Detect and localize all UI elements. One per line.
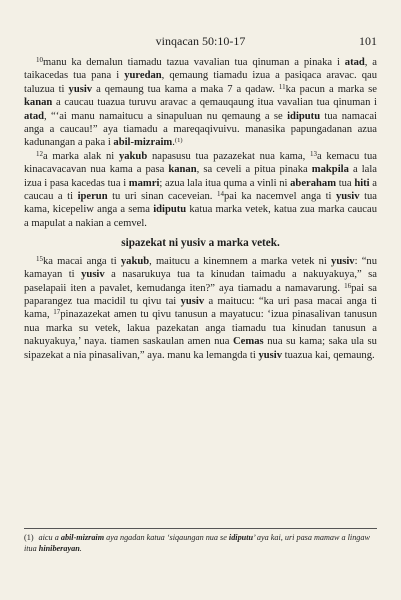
footnotes [24, 528, 377, 554]
footnote-text: ’ aya kai, uri pasa mamaw a lingaw itua [24, 533, 370, 553]
text-run: ; azua lala itua quma a vinli ni [159, 177, 291, 189]
text-run: : “nu kamayan ti [24, 255, 377, 281]
proper-noun: yusiv [68, 83, 93, 95]
verse-number: 13 [309, 149, 317, 158]
proper-noun: makpila [311, 164, 349, 176]
proper-noun: hiti [354, 177, 370, 189]
footnote [24, 532, 377, 554]
section-heading: sipazekat ni yusiv a marka vetek. [121, 237, 280, 250]
proper-noun: hiniberayan [38, 544, 80, 553]
text-run: katua marka vetek, katua zua marka caucau a mapulat a nakian a cemvel. [24, 204, 377, 229]
proper-noun: yusiv [258, 349, 283, 361]
text-run: a maitucu: “ka uri pasa macai anga ti kama, [24, 295, 377, 321]
page-number: 101 [359, 34, 377, 48]
proper-noun: yuredan [124, 70, 162, 82]
text-run: ka pacun a marka se [285, 83, 378, 95]
text-run: pinazazekat amen tu qivu tanusun a mayatucu: ‘izua pinasalivan tanusun nua marka su vetek, lakua pazekatan anga tiamadu tua kinudan tanusun a nakuyakuya,’ naya. tiamen saskaulan amen nua [24, 309, 377, 348]
proper-noun: yakub [118, 150, 148, 162]
proper-noun: atad [24, 110, 45, 122]
text-run: tuazua kai, qemaung. [282, 349, 375, 361]
verse-number: 14 [216, 190, 224, 199]
text-run: tua [336, 177, 355, 189]
verse-number: 11 [278, 82, 286, 91]
proper-noun: aberaham [290, 177, 337, 189]
proper-noun: kanan [24, 97, 53, 109]
text-run: a qemaung tua kama a maka 7 a qadaw. [92, 83, 279, 95]
text-run: . [172, 137, 175, 149]
proper-noun: yakub [120, 255, 150, 267]
text-run: a kemacu tua kinacavacavan nua kama a pasa [24, 150, 377, 176]
footnote-text: aicu a [38, 533, 61, 542]
footnote-label: (1) [24, 533, 34, 542]
paragraph [24, 255, 377, 362]
footnote-text: aya ngadan katua ‘siqaungan nua se [104, 533, 229, 542]
text-run: , qemaung tiamadu izua a pasiqaca aravac. qau taluzua ti [24, 70, 377, 95]
footnote-marker: (1) [174, 137, 183, 145]
text-run: , sa ceveli a pitua pinaka [196, 164, 312, 176]
proper-noun: yusiv [180, 295, 205, 307]
verse-number: 16 [344, 281, 352, 290]
paragraph [24, 56, 377, 150]
text-run: a marka alak ni [43, 150, 119, 162]
text-run: tua namacai anga a caucau!” aya tiamadu a mareqaqivuivu. manasika papungadanan azua kadunangan a paka i [24, 110, 377, 149]
text-run: a caucau a ti [24, 177, 377, 203]
proper-noun: yusiv [331, 255, 355, 267]
verse-number: 12 [36, 149, 43, 158]
text-run: , a taikacedas tua pana i [24, 57, 377, 82]
proper-noun: idiputu [287, 110, 321, 122]
proper-noun: yusiv [81, 269, 105, 281]
footnote-text: . [79, 544, 82, 553]
text-run: tua kama, kicepeliw anga a sema [24, 191, 378, 216]
text-run: a lala izua i pasa kacedas tua i [24, 164, 377, 189]
text-run: , “‘ai manu namaitucu a sinapuluan nu qemaung a se [44, 110, 288, 122]
verse-number: 10 [36, 56, 43, 64]
text-run: pai ka nacemvel anga ti [223, 191, 336, 203]
proper-noun: Cemas [233, 336, 264, 348]
text-run: nua su kama; saka ula su sipazekat a nia pinasalivan,” aya. manu ka lemangda ti [24, 336, 377, 361]
text-run: a nasarukuya tua ta kinudan taimadu a nakuyakuya,” sa paselapaii iten a pavalet, kemudanga iten?” aya tiamadu a namavarung. [24, 269, 378, 294]
chapter-reference: vinqacan 50:10-17 [155, 34, 246, 48]
text-run: pai sa paparangez tua macidil tu qivu tai [24, 282, 377, 307]
text-run: a caucau tuazua turuvu aravac a qemauqaung itua vavalian tua qinuman i [52, 97, 377, 109]
text-run: manu ka demalun tiamadu tazua vavalian tua qinuman a pinaka i [43, 57, 345, 68]
paragraph [24, 150, 377, 230]
text-run: tu uri sinan caceveian. [107, 191, 217, 203]
proper-noun: yusiv [335, 191, 360, 203]
verse-number: 17 [53, 308, 61, 317]
verse-number: 15 [36, 254, 43, 263]
proper-noun: idiputu [153, 204, 187, 216]
proper-noun: abil-mizraim [60, 533, 105, 542]
text-run: ka macai anga ti [43, 255, 121, 267]
proper-noun: kanan [168, 164, 197, 176]
proper-noun: abil-mizraim [113, 137, 173, 149]
proper-noun: mamri [128, 177, 160, 189]
proper-noun: atad [344, 57, 365, 68]
text-run: napasusu tua pazazekat nua kama, [147, 150, 310, 162]
text-run: , maitucu a kinemnem a marka vetek ni [149, 255, 332, 267]
scripture-text [24, 56, 377, 362]
proper-noun: idiputu [228, 533, 254, 542]
proper-noun: iperun [77, 191, 108, 203]
